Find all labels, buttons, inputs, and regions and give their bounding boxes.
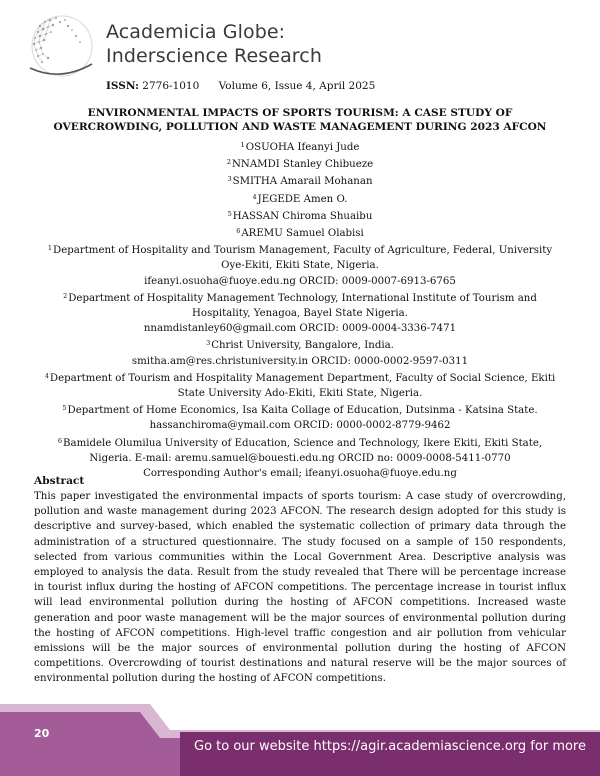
affiliation-superscript: 1 xyxy=(47,244,53,253)
journal-brand xyxy=(106,20,322,68)
volume-info: Volume 6, Issue 4, April 2025 xyxy=(218,80,376,92)
affiliation-line xyxy=(20,321,580,336)
brand-line-1: Academicia Globe: xyxy=(106,21,286,43)
affiliation-line xyxy=(20,386,580,401)
abstract-heading: Abstract xyxy=(34,475,85,487)
affiliation-text: ifeanyi.osuoha@fuoye.edu.ng ORCID: 0009-0007-6913-6765 xyxy=(144,275,456,287)
author-line xyxy=(20,224,580,241)
abstract-section xyxy=(34,474,566,687)
affiliation-text: Hospitality, Yenagoa, Bayel State Nigeria. xyxy=(192,308,408,320)
footer-banner xyxy=(0,700,600,776)
author-superscript: 4 xyxy=(252,192,257,201)
affiliation-text: Corresponding Author's email; ifeanyi.osuoha@fuoye.edu.ng xyxy=(143,468,457,480)
affiliation-line xyxy=(20,354,580,369)
affiliation-line xyxy=(20,258,580,273)
issn-value: 2776-1010 xyxy=(142,80,200,92)
affiliation-superscript: 4 xyxy=(44,371,49,380)
issn-row xyxy=(106,80,375,92)
affiliation-text: Department of Hospitality Management Technology, International Institute of Tourism and xyxy=(68,292,537,304)
affiliation-line xyxy=(20,451,580,466)
author-line xyxy=(20,190,580,207)
issn-label: ISSN: xyxy=(106,80,139,92)
affiliation-text: Oye-Ekiti, Ekiti State, Nigeria. xyxy=(221,260,379,272)
affiliation-superscript: 3 xyxy=(206,339,211,348)
affiliation-list xyxy=(20,241,580,481)
affiliation-line xyxy=(20,289,580,306)
author-name: JEGEDE Amen O. xyxy=(257,193,348,205)
paper-title xyxy=(20,106,580,134)
authors-affiliations xyxy=(20,138,580,481)
affiliation-text: State University Ado-Ekiti, Ekiti State, Nigeria. xyxy=(177,388,423,400)
website-link[interactable]: Go to our website https://agir.academiascience.org for more xyxy=(194,739,586,754)
affiliation-text: Bamidele Olumilua University of Education, Science and Technology, Ikere Ekiti, Ekiti State, xyxy=(63,437,543,449)
affiliation-text: Department of Tourism and Hospitality Management Department, Faculty of Social Science, Ekiti xyxy=(49,372,556,384)
author-superscript: 1 xyxy=(240,141,245,149)
author-superscript: 3 xyxy=(227,175,232,184)
globe-logo-icon xyxy=(20,8,100,82)
author-name: NNAMDI Stanley Chibueze xyxy=(231,159,374,171)
affiliation-text: hassanchiroma@ymail.com ORCID: 0000-0002-8779-9462 xyxy=(149,420,451,432)
title-line-1: ENVIRONMENTAL IMPACTS OF SPORTS TOURISM: A CASE STUDY OF xyxy=(87,107,513,119)
author-superscript: 5 xyxy=(227,209,232,218)
abstract-text: This paper investigated the environmental impacts of sports tourism: A case study of overcrowding, pollution and waste management during 2023 AFCON. The research design adopted for this study is descriptive and survey-based, which enabled the systematic collection of primary data through the administration of a structured questionnaire. The study focused on a sample of 150 respondents, selected from various communities within the Local Government Area. Descriptive analysis was employed to analysis the data. Result from the study revealed that There will be percentage increase in tourist influx during the hosting of AFCON competitions. The percentage increase in tourist influx will lead environmental pollution during the hosting of AFCON competitions. Increased waste generation and poor waste management will be the major sources of environmental pollution during the hosting of AFCON competitions. High-level traffic congestion and air pollution from vehicular emissions will be the major sources of environmental pollution during the hosting of AFCON competitions. Overcrowding of tourist destinations and natural reserve will be the major sources of environmental pollution during the hosting of AFCON competitions. xyxy=(34,491,566,685)
author-line xyxy=(20,155,580,172)
affiliation-line xyxy=(20,369,580,386)
affiliation-superscript: 5 xyxy=(62,404,67,413)
author-line xyxy=(20,138,580,155)
brand-line-2: Inderscience Research xyxy=(106,45,322,67)
author-superscript: 2 xyxy=(226,158,231,167)
affiliation-line xyxy=(20,306,580,321)
affiliation-text: nnamdistanley60@gmail.com ORCID: 0009-0004-3336-7471 xyxy=(143,323,457,335)
author-name: OSUOHA Ifeanyi Jude xyxy=(245,142,360,153)
affiliation-text: smitha.am@res.christuniversity.in ORCID: 0000-0002-9597-0311 xyxy=(131,355,469,367)
affiliation-line xyxy=(20,434,580,451)
affiliation-text: Department of Home Economics, Isa Kaita Collage of Education, Dutsinma - Katsina State. xyxy=(67,405,538,417)
affiliation-line xyxy=(20,401,580,418)
author-list xyxy=(20,138,580,241)
author-name: AREMU Samuel Olabisi xyxy=(241,228,364,240)
page-number: 20 xyxy=(34,727,50,740)
affiliation-line xyxy=(20,336,580,353)
affiliation-line xyxy=(20,274,580,289)
affiliation-line xyxy=(20,418,580,433)
author-name: SMITHA Amarail Mohanan xyxy=(232,176,373,188)
title-line-2: OVERCROWDING, POLLUTION AND WASTE MANAGEMENT DURING 2023 AFCON xyxy=(53,121,547,133)
affiliation-text: Christ University, Bangalore, India. xyxy=(211,340,394,352)
author-line xyxy=(20,172,580,189)
author-superscript: 6 xyxy=(236,227,241,236)
affiliation-text: Department of Hospitality and Tourism Management, Faculty of Agriculture, Federal, University xyxy=(53,245,553,257)
author-line xyxy=(20,207,580,224)
affiliation-line xyxy=(20,241,580,258)
affiliation-superscript: 6 xyxy=(57,436,63,445)
affiliation-text: Nigeria. E-mail: aremu.samuel@bouesti.edu.ng ORCID no: 0009-0008-5411-0770 xyxy=(89,452,511,464)
affiliation-superscript: 2 xyxy=(63,291,68,300)
author-name: HASSAN Chiroma Shuaibu xyxy=(232,210,373,222)
